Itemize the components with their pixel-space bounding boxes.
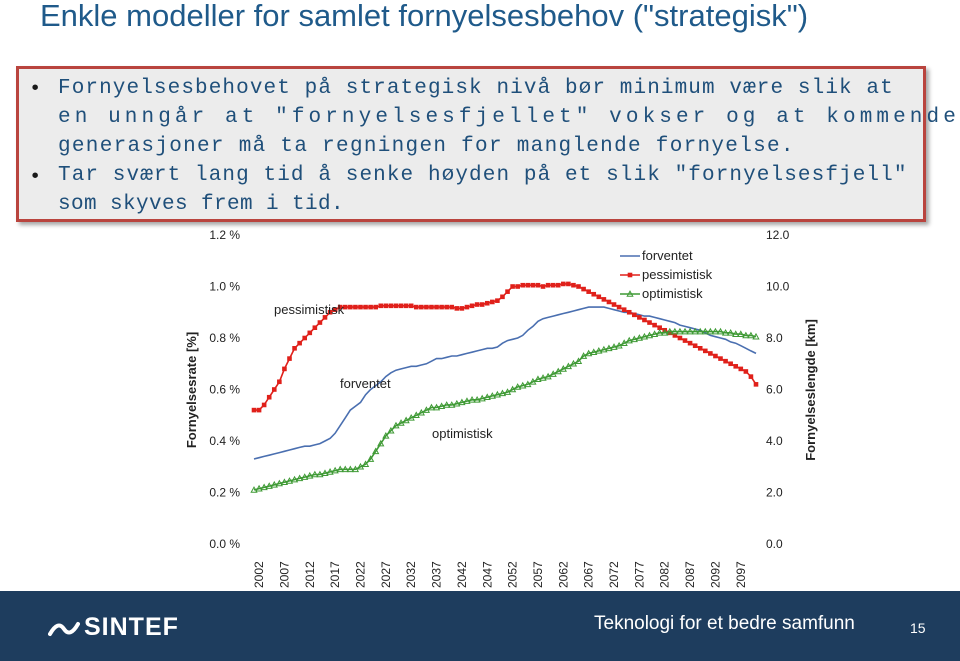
series-point-pessimistisk: [520, 283, 525, 288]
series-point-pessimistisk: [490, 300, 495, 305]
series-point-pessimistisk: [353, 305, 358, 310]
left-axis-tick-label: 1.0 %: [209, 279, 240, 294]
series-point-pessimistisk: [591, 292, 596, 297]
series-point-pessimistisk: [373, 305, 378, 310]
series-point-pessimistisk: [500, 295, 505, 300]
x-tick-label: 2012: [302, 561, 317, 588]
series-point-pessimistisk: [455, 306, 460, 311]
right-axis-tick-label: 0.0: [766, 537, 783, 551]
right-axis-tick-label: 6.0: [766, 382, 783, 397]
series-point-pessimistisk: [546, 283, 551, 288]
series-point-pessimistisk: [439, 305, 444, 310]
series-point-pessimistisk: [297, 341, 302, 346]
series-point-pessimistisk: [505, 289, 510, 294]
series-point-pessimistisk: [363, 305, 368, 310]
series-point-pessimistisk: [733, 364, 738, 369]
series-point-pessimistisk: [708, 351, 713, 356]
series-point-pessimistisk: [642, 318, 647, 323]
series-point-pessimistisk: [434, 305, 439, 310]
x-tick-label: 2067: [581, 561, 596, 588]
slide-title: Enkle modeller for samlet fornyelsesbehov ("strategisk"): [40, 0, 809, 33]
series-point-pessimistisk: [287, 356, 292, 361]
series-point-pessimistisk: [384, 304, 389, 309]
series-point-pessimistisk: [424, 305, 429, 310]
left-axis-tick-label: 1.2 %: [209, 228, 240, 242]
page-number: 15: [910, 620, 926, 636]
series-point-pessimistisk: [586, 289, 591, 294]
series-point-pessimistisk: [607, 300, 612, 305]
bullet-2-line-2: som skyves frem i tid.: [58, 193, 345, 216]
series-point-pessimistisk: [267, 395, 272, 400]
left-axis-tick-label: 0.6 %: [209, 382, 240, 397]
series-point-pessimistisk: [262, 403, 267, 408]
x-tick-label: 2022: [353, 561, 368, 588]
series-point-pessimistisk: [551, 283, 556, 288]
series-point-pessimistisk: [419, 305, 424, 310]
series-point-pessimistisk: [536, 283, 541, 288]
left-axis-tick-label: 0.0 %: [209, 537, 240, 551]
footer-tagline: Teknologi for et bedre samfunn: [594, 613, 855, 634]
series-point-pessimistisk: [404, 304, 409, 309]
legend-label-pessimistisk: pessimistisk: [642, 267, 713, 282]
legend-label-optimistisk: optimistisk: [642, 286, 703, 301]
series-point-pessimistisk: [632, 313, 637, 318]
series-point-pessimistisk: [652, 323, 657, 328]
x-tick-label: 2042: [454, 561, 469, 588]
series-point-pessimistisk: [688, 341, 693, 346]
right-axis-tick-label: 4.0: [766, 434, 783, 448]
x-tick-label: 2077: [632, 561, 647, 588]
series-point-pessimistisk: [389, 304, 394, 309]
right-axis-label: Fornyelseslengde [km]: [803, 319, 818, 461]
series-point-pessimistisk: [622, 307, 627, 312]
series-point-pessimistisk: [744, 369, 749, 374]
series-point-pessimistisk: [754, 382, 759, 387]
x-tick-label: 2002: [252, 561, 267, 588]
bullet-box: [16, 66, 960, 222]
series-point-pessimistisk: [378, 304, 383, 309]
annotation-forventet: forventet: [340, 376, 391, 391]
series-point-pessimistisk: [698, 346, 703, 351]
series-point-pessimistisk: [723, 359, 728, 364]
x-tick-label: 2037: [429, 561, 444, 588]
left-axis-tick-label: 0.4 %: [209, 434, 240, 448]
series-point-pessimistisk: [257, 408, 262, 413]
series-point-pessimistisk: [561, 282, 566, 287]
left-axis-tick-label: 0.2 %: [209, 485, 240, 500]
series-point-pessimistisk: [480, 302, 485, 307]
series-point-pessimistisk: [728, 361, 733, 366]
x-tick-label: 2082: [657, 561, 672, 588]
series-point-pessimistisk: [399, 304, 404, 309]
series-point-pessimistisk: [718, 356, 723, 361]
series-point-pessimistisk: [449, 305, 454, 310]
series-point-pessimistisk: [485, 301, 490, 306]
series-point-pessimistisk: [713, 354, 718, 359]
x-tick-label: 2032: [404, 561, 419, 588]
bullet-1-line-1: Fornyelsesbehovet på strategisk nivå bør minimum være slik at: [58, 77, 894, 100]
x-tick-label: 2017: [328, 561, 343, 588]
series-point-pessimistisk: [409, 304, 414, 309]
series-point-pessimistisk: [602, 297, 607, 302]
x-tick-label: 2052: [505, 561, 520, 588]
series-point-pessimistisk: [515, 284, 520, 289]
series-point-pessimistisk: [526, 283, 531, 288]
series-point-pessimistisk: [475, 302, 480, 307]
right-axis-tick-label: 10.0: [766, 279, 790, 294]
series-point-pessimistisk: [693, 343, 698, 348]
series-point-pessimistisk: [470, 304, 475, 309]
series-point-pessimistisk: [368, 305, 373, 310]
series-point-pessimistisk: [637, 315, 642, 320]
series-point-pessimistisk: [460, 306, 465, 311]
series-point-pessimistisk: [282, 367, 287, 372]
renewal-chart: [0, 222, 960, 591]
legend-label-forventet: forventet: [642, 248, 693, 263]
right-axis-tick-label: 12.0: [766, 228, 790, 242]
right-axis-tick-label: 2.0: [766, 485, 783, 500]
series-point-pessimistisk: [292, 346, 297, 351]
annotation-pessimistisk: pessimistisk: [274, 302, 345, 317]
series-point-pessimistisk: [597, 295, 602, 300]
x-tick-label: 2047: [480, 561, 495, 588]
series-point-pessimistisk: [302, 336, 307, 341]
series-point-pessimistisk: [348, 305, 353, 310]
series-point-pessimistisk: [566, 282, 571, 287]
series-point-pessimistisk: [581, 287, 586, 292]
left-axis-label: Fornyelsesrate [%]: [184, 331, 199, 449]
x-tick-label: 2027: [378, 561, 393, 588]
series-line-optimistisk: [254, 332, 756, 490]
series-point-pessimistisk: [749, 374, 754, 379]
series-point-pessimistisk: [414, 305, 419, 310]
right-axis-tick-label: 8.0: [766, 331, 783, 345]
x-tick-label: 2057: [530, 561, 545, 588]
series-point-pessimistisk: [647, 320, 652, 325]
series-point-pessimistisk: [277, 379, 282, 384]
x-tick-label: 2092: [708, 561, 723, 588]
series-point-pessimistisk: [531, 283, 536, 288]
bullet-2-line-1: Tar svært lang tid å senke høyden på et slik "fornyelsesfjell": [58, 164, 908, 187]
sintef-logo-text: SINTEF: [84, 613, 179, 641]
series-point-pessimistisk: [465, 305, 470, 310]
series-point-pessimistisk: [683, 338, 688, 343]
sintef-logo-icon: [48, 618, 80, 640]
series-point-pessimistisk: [617, 305, 622, 310]
bullet-marker: •: [29, 166, 42, 189]
x-tick-label: 2097: [733, 561, 748, 588]
series-point-pessimistisk: [703, 349, 708, 354]
series-point-pessimistisk: [318, 320, 323, 325]
series-point-pessimistisk: [556, 283, 561, 288]
series-point-pessimistisk: [571, 283, 576, 288]
series-point-pessimistisk: [358, 305, 363, 310]
series-point-pessimistisk: [541, 284, 546, 289]
series-point-pessimistisk: [252, 408, 257, 413]
x-tick-label: 2007: [277, 561, 292, 588]
legend-marker-pessimistisk: [628, 273, 633, 278]
left-axis-tick-label: 0.8 %: [209, 331, 240, 345]
series-point-pessimistisk: [576, 284, 581, 289]
bullet-1-line-2: en unngår at "fornyelsesfjellet" vokser og at kommende: [58, 106, 960, 129]
footer-bar: [0, 591, 960, 661]
series-point-pessimistisk: [738, 367, 743, 372]
series-point-pessimistisk: [394, 304, 399, 309]
series-point-pessimistisk: [678, 336, 683, 341]
x-tick-label: 2072: [607, 561, 622, 588]
series-point-pessimistisk: [307, 331, 312, 336]
series-point-pessimistisk: [444, 305, 449, 310]
series-point-pessimistisk: [612, 302, 617, 307]
series-point-pessimistisk: [429, 305, 434, 310]
series-point-pessimistisk: [510, 284, 515, 289]
series-point-pessimistisk: [313, 325, 318, 330]
series-point-pessimistisk: [627, 310, 632, 315]
bullet-marker: •: [29, 78, 42, 101]
x-tick-label: 2062: [556, 561, 571, 588]
x-tick-label: 2087: [683, 561, 698, 588]
bullet-1-line-3: generasjoner må ta regningen for manglende fornyelse.: [58, 135, 795, 158]
series-point-pessimistisk: [272, 387, 277, 392]
annotation-optimistisk: optimistisk: [432, 426, 493, 441]
series-point-pessimistisk: [495, 298, 500, 303]
